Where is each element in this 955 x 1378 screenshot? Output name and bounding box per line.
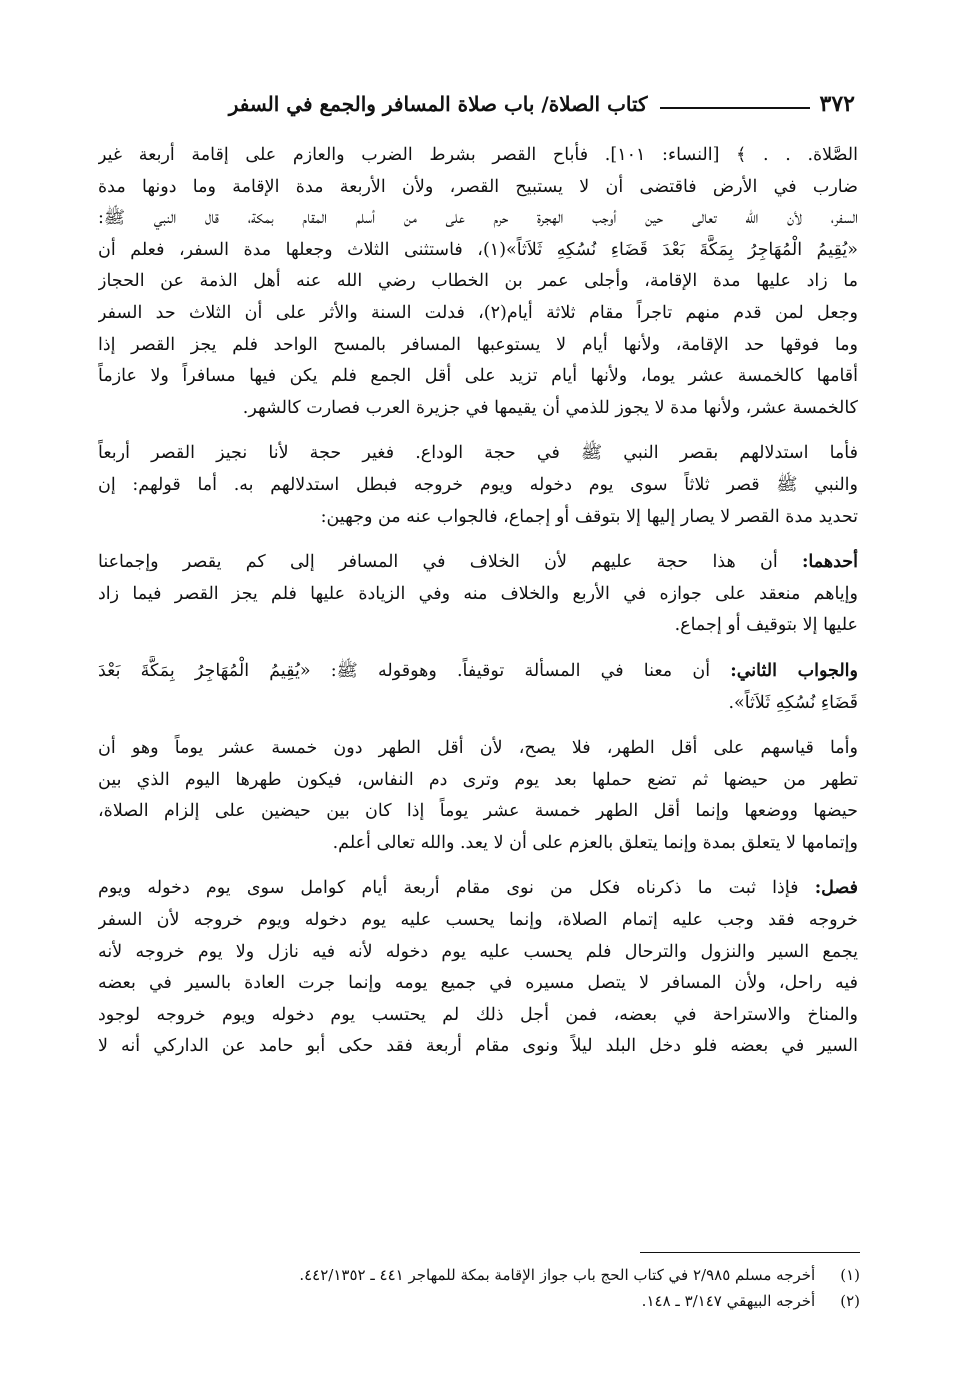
text-line: السفر، لأن الله تعالى حين أوجب الهجرة حرم على من أسلم المقام بمكة، قال النبي ﷺ:: [98, 208, 858, 229]
text-line: والمناخ والاستراحة في بعضه، فمن أجل ذلك لم يحتسب يوم دخوله ويوم خروجه لوجود: [98, 1004, 858, 1025]
text-line: «يُقِيمُ الْمُهَاجِرُ بِمَكَّةَ بَعْدَ قَضَاءِ نُسُكِهِ ثَلاَثاً»(١)، فاستثنى الثلاث وجعلها مدة السفر، فعلم أن: [98, 239, 858, 260]
footnote-text: أخرجه البيهقي ٣/١٤٧ ـ ١٤٨.: [641, 1292, 816, 1310]
footnote-text: أخرجه مسلم ٢/٩٨٥ في كتاب الحج باب جواز الإقامة بمكة للمهاجر ٤٤١ ـ ٤٤٢/١٣٥٢.: [299, 1266, 816, 1284]
paragraph: [98, 547, 858, 642]
text-line: وإياهم منعقد على جوازه في الأربع والخلاف منه وفي الزيادة عليها فلم يجز القصر فيما زاد: [98, 583, 858, 604]
text-line: ما زاد عليها مدة الإقامة، وأجلى عمر بن الخطاب رضي الله عنه أهل الذمة عن الحجاز: [98, 271, 858, 292]
text-line: [98, 656, 858, 688]
text-line: وأما قياسهم على أقل الطهر، فلا يصح، لأن أقل الطهر دون خمسة عشر يوماً وهو أن: [98, 738, 858, 759]
text-line: عليها إلا بتوقيف أو إجماع.: [674, 615, 858, 636]
page-header: [100, 86, 855, 122]
text-line: خروجه فقد وجب عليه إتمام الصلاة، وإنما يحسب عليه يوم دخوله ويوم خروجه لأن السفر: [98, 910, 858, 931]
text-line: والنبي ﷺ قصر ثلاثاً سوى يوم دخوله ويوم خروجه فبطل استدلالهم به. أما قولهم: إن: [98, 474, 858, 495]
text-segment: أن معنا في المسألة توقيفاً. وهوقوله ﷺ: «يُقِيمُ الْمُهَاجِرُ بِمَكَّةَ بَعْدَ: [98, 660, 711, 681]
paragraph: [98, 438, 858, 533]
header-rule: [660, 107, 810, 109]
text-line: السير في بعضه فلو دخل البلد ليلاً ونوى مقام أربعة فقد حكى أبو حامد عن الداركي أنه لا: [98, 1036, 858, 1057]
text-segment: فإذا ثبت ما ذكرناه فكل من نوى مقام أربعة أيام كوامل سوى يوم دخوله ويوم: [98, 878, 799, 899]
paragraph-lead: أحدهما:: [801, 552, 858, 573]
text-line: وما فوقها حد الإقامة، ولأنها أيام لا يستوعبها المسافر بالمسح الواحد فلم يجز القصر إذا: [98, 334, 858, 355]
text-line: كالخمسة عشر، ولأنها مدة لا يجوز للذمي أن يقيمها في جزيرة العرب فصارت كالشهر.: [242, 397, 858, 418]
paragraph: [98, 140, 858, 424]
text-line: تطهر من حيضها ثم تضع حملها بعد يوم وترى دم النفاس، فيكون طهرها اليوم الذي بين: [98, 769, 858, 790]
text-line: وإتمامها لا يتعلق بمدة وإنما يتعلق بالعزم على أن لا يعد. والله تعالى أعلم.: [332, 832, 858, 853]
footnote-number: (١): [840, 1266, 860, 1284]
paragraph-lead: فصل:: [814, 878, 858, 899]
footnotes: [150, 1262, 860, 1314]
paragraph: [98, 733, 858, 859]
text-line: وجعل لمن قدم منهم تاجراً مقام ثلاثة أيام(٢)، فدلت السنة والأثر على أن الثلاث حد السفر: [98, 302, 858, 323]
text-line: أقامها كالخمسة عشر يوما، ولأنها أيام تزيد على أقل الجمع فلم يكن فيها مسافراً ولا عازماً: [98, 366, 858, 387]
text-line: ضارب في الأرض فاقتضى أن لا يستبيح القصر، ولأن الأربعة مدة الإقامة وما دونها مدة: [98, 176, 858, 197]
paragraph-lead: والجواب الثاني:: [730, 660, 858, 681]
body-text: [98, 140, 858, 1077]
footnote: [150, 1262, 860, 1288]
paragraph: [98, 656, 858, 719]
text-line: الصَّلاة. . . ﴾ [النساء: ١٠١]. فأباح القصر بشرط الضرب والعازم على إقامة أربعة غير: [98, 145, 858, 165]
text-line: [98, 873, 858, 905]
footnote-rule: [640, 1252, 860, 1253]
text-line: [98, 547, 858, 579]
paragraph: [98, 873, 858, 1063]
footnote: [150, 1288, 860, 1314]
text-line: قَضَاءِ نُسُكِهِ ثَلاَثاً».: [728, 692, 858, 713]
text-line: فيه راحل، ولأن المسافر لا يتصل مسيره في جميع يومه وإنما جرت العادة بالسير في بعضه: [98, 973, 858, 994]
running-title: كتاب الصلاة/ باب صلاة المسافر والجمع في السفر: [228, 92, 648, 116]
text-line: حيضها ووضعها وإنما أقل الطهر خمسة عشر يوماً إذا كان بين حيضين على إلزام الصلاة،: [98, 801, 858, 822]
footnote-number: (٢): [840, 1292, 860, 1310]
page-number: ٣٧٢: [819, 91, 855, 117]
text-segment: أن هذا حجة عليهم لأن الخلاف في المسافر إلى كم يقصر وإجماعنا: [98, 552, 778, 573]
text-line: تحديد مدة القصر لا يصار إليها إلا بتوقف أو إجماع، فالجواب عنه من وجهين:: [320, 506, 858, 527]
text-line: يجمع السير والنزول والترحال فلم يحسب عليه يوم دخوله لأنه فيه نازل ولا يوم خروجه لأنه: [98, 941, 858, 962]
text-line: فأما استدلالهم بقصر النبي ﷺ في حجة الوداع. فغير حجة لأنا نجيز القصر أربعاً: [98, 443, 858, 464]
